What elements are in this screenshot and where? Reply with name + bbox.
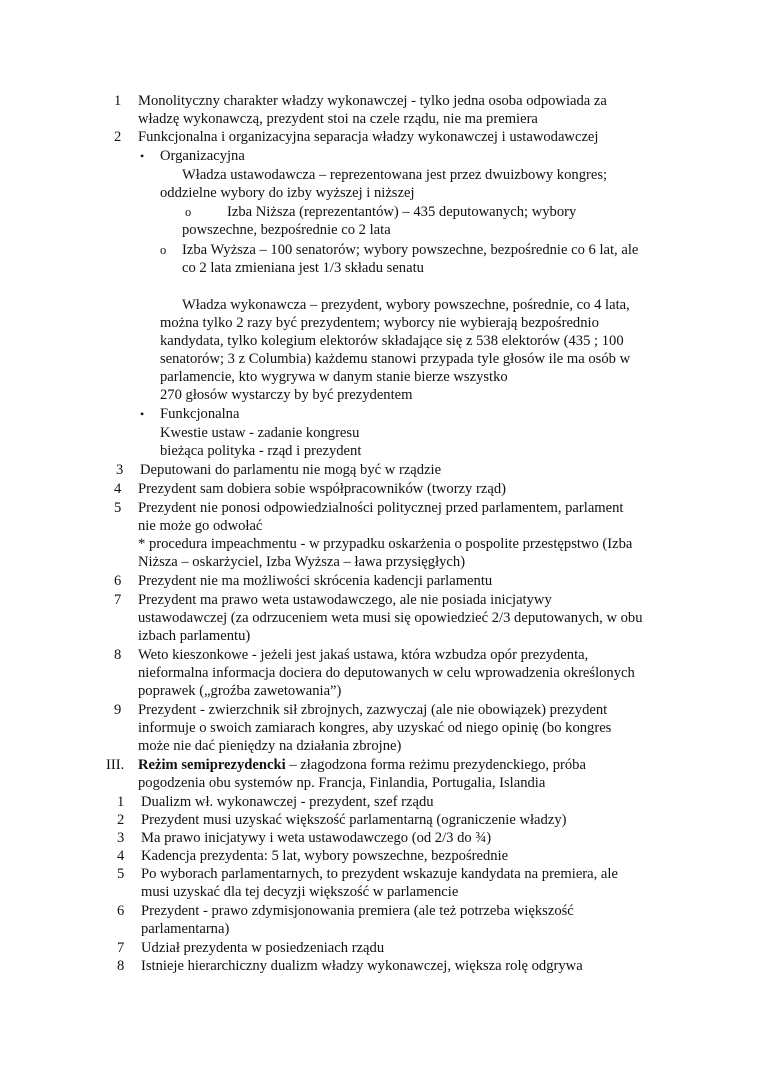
item-text-line: ustawodawczej (za odrzuceniem weta musi się opowiedzieć 2/3 deputowanych, w obu — [138, 610, 643, 626]
paragraph-line: 270 głosów wystarczy by być prezydentem — [160, 387, 413, 403]
item-number: 9 — [114, 702, 122, 718]
item-number: 6 — [114, 573, 122, 589]
sublist-label: Organizacyjna — [160, 148, 245, 164]
item-text-line: poprawek („groźba zawetowania”) — [138, 683, 342, 699]
paragraph-line: senatorów; 3 z Columbia) każdemu stanowi przypada tyle głosów ile ma osób w — [160, 351, 631, 367]
sublist-item-line: Izba Wyższa – 100 senatorów; wybory powszechne, bezpośrednie co 6 lat, ale — [182, 242, 639, 258]
item-text-line: może nie dać pieniędzy na działania zbrojne) — [138, 738, 402, 754]
paragraph-line: Władza wykonawcza – prezydent, wybory powszechne, pośrednie, co 4 lata, — [182, 297, 630, 313]
section-number: III. — [106, 757, 125, 773]
item-number: 4 — [117, 848, 125, 864]
sublist-item-line: Izba Niższa (reprezentantów) – 435 deputowanych; wybory — [227, 204, 577, 220]
sublist-label: Funkcjonalna — [160, 406, 240, 422]
paragraph-line: Władza ustawodawcza – reprezentowana jest przez dwuizbowy kongres; — [182, 167, 608, 183]
item-text-line: Prezydent musi uzyskać większość parlamentarną (ograniczenie władzy) — [141, 812, 567, 828]
paragraph-line: Kwestie ustaw - zadanie kongresu — [160, 425, 360, 441]
item-text-line: Monolityczny charakter władzy wykonawczej - tylko jedna osoba odpowiada za — [138, 93, 607, 109]
item-text-line: Prezydent nie ma możliwości skrócenia kadencji parlamentu — [138, 573, 493, 589]
item-text-line: Kadencja prezydenta: 5 lat, wybory powszechne, bezpośrednie — [141, 848, 509, 864]
section-title-line: pogodzenia obu systemów np. Francja, Finlandia, Portugalia, Islandia — [138, 775, 546, 791]
item-text-line: Po wyborach parlamentarnych, to prezydent wskazuje kandydata na premiera, ale — [141, 866, 618, 882]
item-text-line: Prezydent sam dobiera sobie współpracowników (tworzy rząd) — [138, 481, 506, 497]
item-number: 6 — [117, 903, 125, 919]
item-text-line: nie może go odwołać — [138, 518, 263, 534]
item-number: 1 — [114, 93, 122, 109]
item-number: 2 — [117, 812, 125, 828]
item-text-line: Dualizm wł. wykonawczej - prezydent, szef rządu — [141, 794, 434, 810]
item-text-line: Udział prezydenta w posiedzeniach rządu — [141, 940, 385, 956]
paragraph-line: oddzielne wybory do izby wyższej i niższej — [160, 185, 415, 201]
item-text-line: Ma prawo inicjatywy i weta ustawodawczego (od 2/3 do ¾) — [141, 830, 492, 846]
item-number: 8 — [114, 647, 122, 663]
item-number: 4 — [114, 481, 122, 497]
paragraph-line: można tylko 2 razy być prezydentem; wyborcy nie wybierają bezpośrednio — [160, 315, 599, 331]
paragraph-line: kandydata, tylko kolegium elektorów składające się z 538 elektorów (435 ; 100 — [160, 333, 624, 349]
item-text-line: Istnieje hierarchiczny dualizm władzy wykonawczej, większa rolę odgrywa — [141, 958, 583, 974]
item-text-line: Deputowani do parlamentu nie mogą być w rządzie — [140, 462, 442, 478]
sublist-item-line: co 2 lata zmieniana jest 1/3 składu senatu — [182, 260, 424, 276]
item-text-line: musi uzyskać dla tej decyzji większość w parlamencie — [141, 884, 459, 900]
circle-bullet-icon: o — [160, 243, 167, 257]
item-text-line: Funkcjonalna i organizacyjna separacja władzy wykonawczej i ustawodawczej — [138, 129, 599, 145]
item-number: 2 — [114, 129, 122, 145]
bullet-icon: • — [140, 407, 145, 421]
item-number: 7 — [114, 592, 122, 608]
item-text-line: Prezydent - zwierzchnik sił zbrojnych, zazwyczaj (ale nie obowiązek) prezydent — [138, 702, 608, 718]
item-text-line: izbach parlamentu) — [138, 628, 251, 644]
sublist-item-line: powszechne, bezpośrednie co 2 lata — [182, 222, 391, 238]
item-text-line: Prezydent ma prawo weta ustawodawczego, ale nie posiada inicjatywy — [138, 592, 552, 608]
item-text-line: informuje o swoich zamiarach kongres, aby uzyskać od niego opinię (bo kongres — [138, 720, 612, 736]
item-number: 3 — [116, 462, 124, 478]
item-text-line: Prezydent nie ponosi odpowiedzialności politycznej przed parlamentem, parlament — [138, 500, 624, 516]
paragraph-line: parlamencie, kto wygrywa w danym stanie bierze wszystko — [160, 369, 508, 385]
item-number: 1 — [117, 794, 125, 810]
bullet-icon: • — [140, 149, 145, 163]
item-number: 5 — [117, 866, 125, 882]
item-number: 8 — [117, 958, 125, 974]
item-text-line: Prezydent - prawo zdymisjonowania premiera (ale też potrzeba większość — [141, 903, 574, 919]
section-title-bold: Reżim semiprezydencki — [138, 757, 286, 773]
item-number: 7 — [117, 940, 125, 956]
item-number: 5 — [114, 500, 122, 516]
item-text-line: Niższa – oskarżyciel, Izba Wyższa – ława przysięgłych) — [138, 554, 466, 570]
paragraph-line: bieżąca polityka - rząd i prezydent — [160, 443, 362, 459]
item-text-line: Weto kieszonkowe - jeżeli jest jakaś ustawa, która wzbudza opór prezydenta, — [138, 647, 589, 663]
item-text-line: parlamentarna) — [141, 921, 230, 937]
item-text-line: władzę wykonawczą, prezydent stoi na czele rządu, nie ma premiera — [138, 111, 538, 127]
item-number: 3 — [117, 830, 125, 846]
section-title-rest: – złagodzona forma reżimu prezydenckiego, próba — [285, 757, 586, 773]
section-title — [138, 756, 586, 774]
circle-bullet-icon: o — [185, 205, 192, 219]
item-text-line: * procedura impeachmentu - w przypadku oskarżenia o pospolite przestępstwo (Izba — [138, 536, 633, 552]
item-text-line: nieformalna informacja dociera do deputowanych w celu wprowadzenia określonych — [138, 665, 635, 681]
